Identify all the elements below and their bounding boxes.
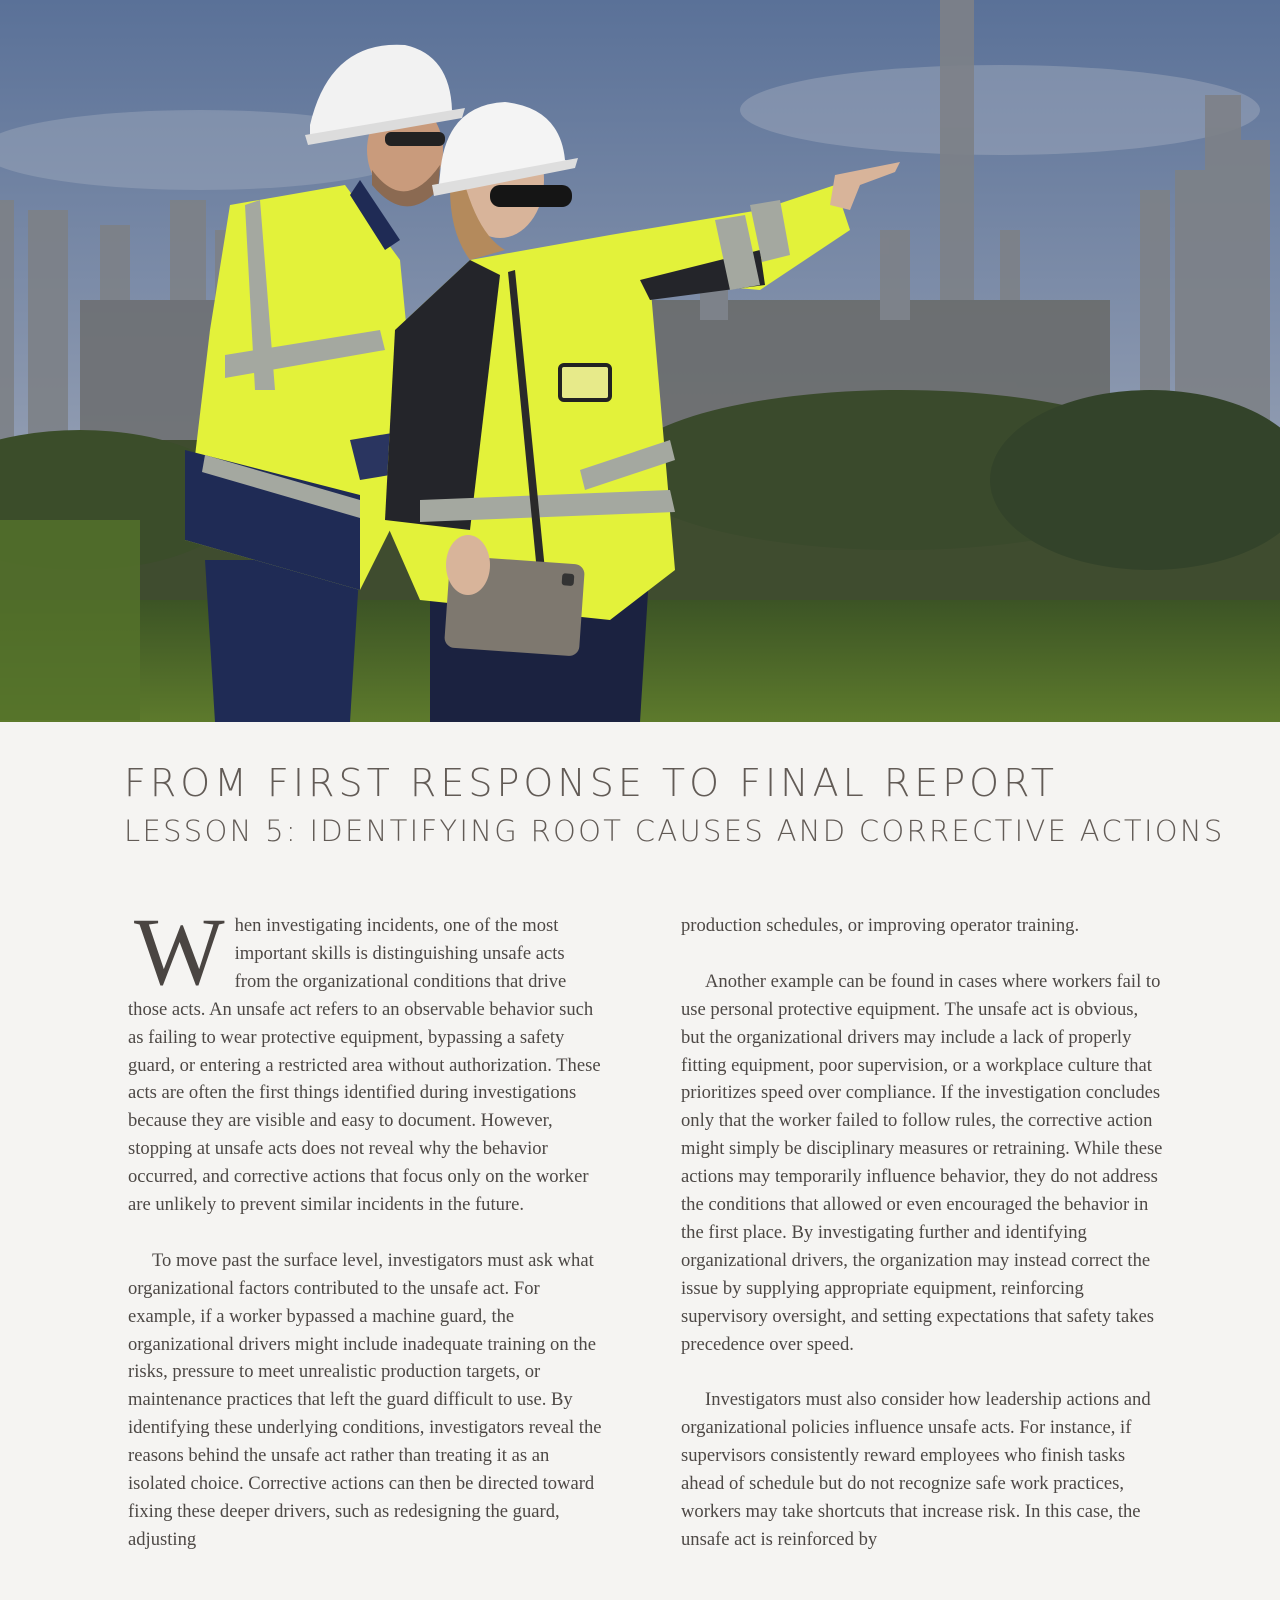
hero-image [0, 0, 1280, 722]
paragraph-3: Another example can be found in cases where workers fail to use personal protective equipment. The unsafe act is obvious, but the organizational drivers may include a lack of properly fitting equipment, poor supervision, or a workplace culture that prioritizes speed over compliance. If the investigation concludes only that the worker failed to follow rules, the corrective action might simply be disciplinary measures or retraining. While these actions may temporarily influence behavior, they do not address the conditions that allowed or even encouraged the behavior in the first place. By investigating further and identifying organizational drivers, the organization may instead correct the issue by supplying appropriate equipment, reinforcing supervisory oversight, and setting expectations that safety takes precedence over speed. [681, 970, 1163, 1355]
lesson-header [124, 761, 1225, 848]
paragraph-2: To move past the surface level, investigators must ask what organizational factors contributed to the unsafe act. For example, if a worker bypassed a machine guard, the organizational drivers might include inadequate training on the risks, pressure to meet unrealistic production targets, or maintenance practices that left the guard difficult to use. By identifying these underlying conditions, investigators reveal the reasons behind the unsafe act rather than treating it as an isolated choice. Corrective actions can then be directed toward fixing these deeper drivers, such as redesigning the guard, adjusting [128, 1249, 602, 1550]
refinery-workers-illustration [0, 0, 1280, 722]
paragraph-1 [128, 898, 602, 1219]
paragraph-1-text: hen investigating incidents, one of the most important skills is distinguishing unsafe acts from the organizational conditions that drive those acts. An unsafe act refers to an observable behavior such as failing to wear protective equipment, bypassing a safety guard, or entering a restricted area without authorization. These acts are often the first things identified during investigations because they are visible and easy to document. However, stopping at unsafe acts does not reveal why the behavior occurred, and corrective actions that focus only on the worker are unlikely to prevent similar incidents in the future. [128, 915, 601, 1216]
article-column-right [681, 912, 1163, 1582]
lesson-subtitle: LESSON 5: IDENTIFYING ROOT CAUSES AND CORRECTIVE ACTIONS [124, 814, 1225, 848]
paragraph-2-continued: production schedules, or improving operator training. [681, 915, 1080, 936]
article-column-left [128, 898, 602, 1582]
drop-cap: W [134, 898, 225, 1005]
course-title: FROM FIRST RESPONSE TO FINAL REPORT [124, 761, 1058, 805]
paragraph-4: Investigators must also consider how leadership actions and organizational policies influence unsafe acts. For instance, if supervisors consistently reward employees who finish tasks ahead of schedule but do not recognize safe work practices, workers may take shortcuts that increase risk. In this case, the unsafe act is reinforced by [681, 1389, 1151, 1550]
